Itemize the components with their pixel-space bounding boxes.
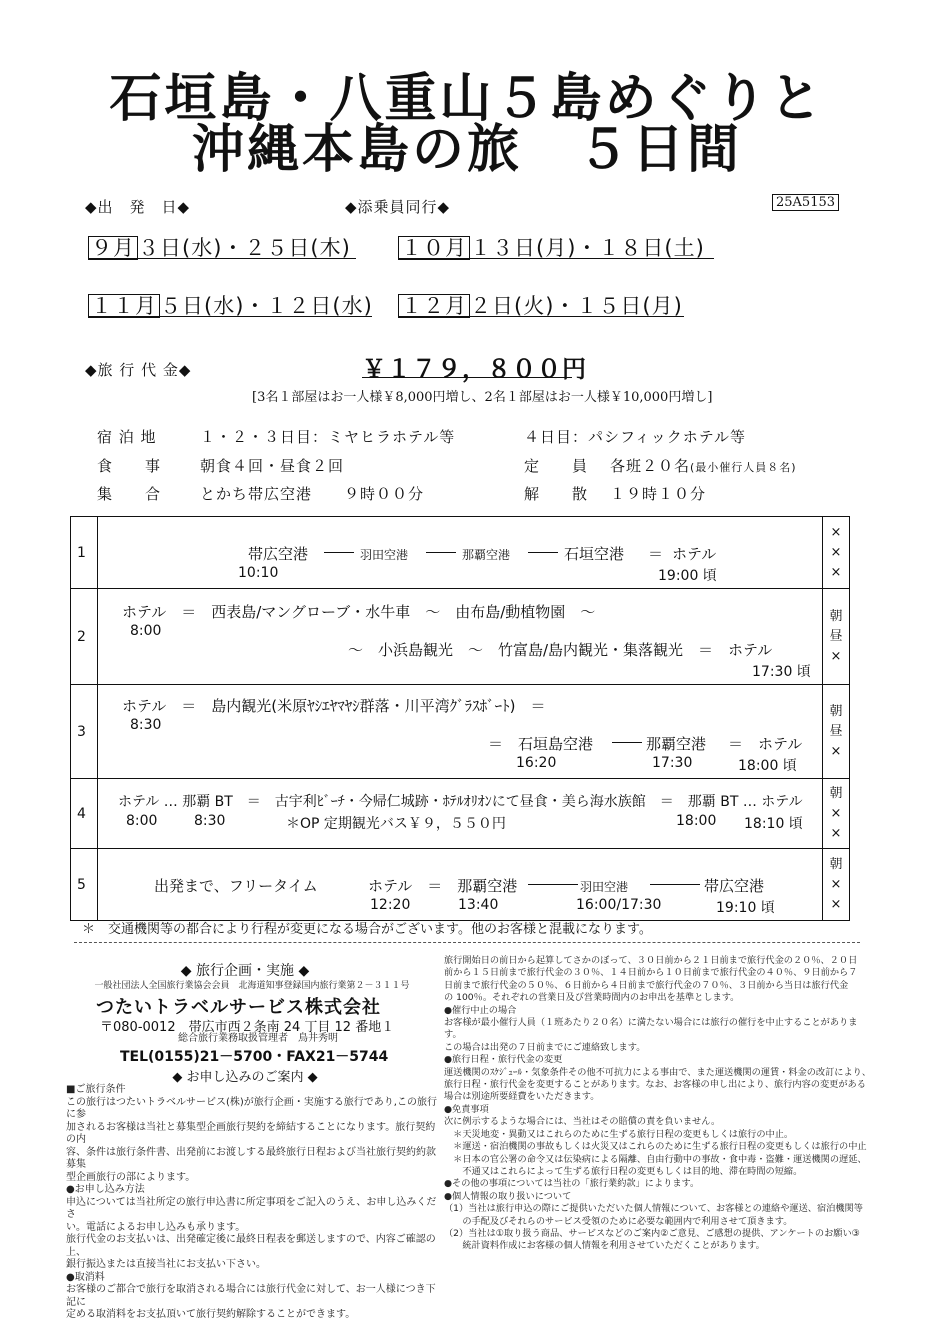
terms-line: 旅行代金のお支払いは、出発確定後に最終日程表を郵送しますので、内容ご確認の上、 bbox=[66, 1234, 436, 1258]
footnote: ＊ 交通機関等の都合により行程が変更になる場合がございます。他のお客様と混載になります。 bbox=[82, 922, 652, 937]
meet-label: 集 合 bbox=[97, 485, 162, 503]
terms-line: 場合は別途所要経費をいただきます。 bbox=[444, 1091, 600, 1103]
terms-line: 加されるお客様は当社と募集型企画旅行契約を締結することになります。旅行契約の内 bbox=[66, 1121, 436, 1145]
terms-line: ＊天災地変・異動又はこれらのために生ずる旅行日程の変更もしくは旅行の中止。 bbox=[444, 1128, 794, 1140]
month-badge: １１月 bbox=[88, 294, 160, 318]
meals-cell bbox=[823, 779, 850, 849]
stay-value-2: ４日目：パシフィックホテル等 bbox=[524, 428, 747, 446]
manager: 総合旅行業務取扱管理者 鳥井秀明 bbox=[178, 1033, 338, 1044]
time: 10:10 bbox=[238, 565, 279, 581]
capacity-label: 定 員 bbox=[524, 457, 589, 475]
time: 12:20 bbox=[370, 897, 411, 913]
terms-line: （2）当社は①取り扱う商品、サービスなどのご案内②ご意見、ご感想の提供、アンケートのお願い③ bbox=[444, 1227, 860, 1239]
day-row bbox=[71, 849, 850, 921]
divider bbox=[74, 942, 860, 943]
capacity-note: (最小催行人員８名) bbox=[690, 461, 797, 474]
time: 19:00 頃 bbox=[658, 568, 717, 584]
terms-line: ●個人情報の取り扱いについて bbox=[444, 1190, 572, 1202]
meal-breakfast: 朝 bbox=[829, 856, 843, 872]
association: 一般社団法人全国旅行業協会会員 北海道知事登録国内旅行業第２－３１１号 bbox=[94, 981, 410, 991]
terms-line: ●催行中止の場合 bbox=[444, 1004, 517, 1016]
terms-line: 次に例示するような場合には、当社はその賠償の責を負いません。 bbox=[444, 1116, 721, 1128]
route: ホテル ＝ 那覇空港 bbox=[368, 877, 518, 895]
route: ホテル ＝ 西表島/マングローブ・水牛車 ～ 由布島/動植物園 ～ bbox=[122, 603, 596, 621]
underline bbox=[398, 258, 714, 259]
day-schedule bbox=[98, 589, 823, 685]
meal-breakfast: × bbox=[830, 524, 842, 540]
terms-line: （1）当社は旅行申込の際にご提供いただいた個人情報について、お客様との連絡や運送、宿泊機関等 bbox=[444, 1203, 863, 1215]
capacity-text: 各班２０名 bbox=[610, 457, 691, 475]
terms-line: この場合は出発の７日前までにご連絡致します。 bbox=[444, 1041, 646, 1053]
day-schedule bbox=[98, 685, 823, 779]
terms-line: ●その他の事項については当社の「旅行業約款」によります。 bbox=[444, 1178, 700, 1190]
disband-value: １９時１０分 bbox=[610, 485, 707, 503]
underline bbox=[88, 258, 356, 259]
company-address: 〒080-0012 帯広市西２条南 24 丁目 12 番地１ bbox=[100, 1020, 395, 1035]
terms-line: 定める取消料をお支払頂いて旅行契約解除することができます。 bbox=[66, 1309, 356, 1320]
time: 17:30 bbox=[652, 755, 693, 771]
meal-lunch: 昼 bbox=[829, 723, 843, 739]
tour-code: 25A5153 bbox=[772, 194, 839, 211]
place: 帯広空港 bbox=[704, 877, 765, 895]
meal-dinner: × bbox=[830, 648, 842, 664]
meal-breakfast: 朝 bbox=[829, 785, 843, 801]
place: ＝ ホテル bbox=[728, 735, 803, 753]
title-line-1: 石垣島・八重山５島めぐりと bbox=[109, 69, 825, 129]
meal-lunch: × bbox=[830, 805, 842, 821]
meal-dinner: × bbox=[830, 743, 842, 759]
terms-line: 統計資料作成にお客様の個人情報を利用させていただくことがあります。 bbox=[444, 1240, 765, 1252]
day-number: 4 bbox=[71, 779, 98, 849]
time: 18:00 bbox=[676, 813, 717, 829]
meet-value: とかち帯広空港 ９時００分 bbox=[200, 485, 425, 503]
day-schedule bbox=[98, 779, 823, 849]
place: 石垣空港 bbox=[564, 545, 625, 563]
day-row bbox=[71, 589, 850, 685]
day-number: 5 bbox=[71, 849, 98, 921]
flight-line bbox=[426, 552, 456, 553]
meal-lunch: 昼 bbox=[829, 628, 843, 644]
month-badge: ９月 bbox=[88, 236, 138, 260]
terms-line: 日前まで旅行代金の５０％、６日前から４日前まで旅行代金の７０％、３日前から当日は旅行代金 bbox=[444, 979, 849, 991]
date-days: ５日(水)・１２日(水) bbox=[160, 294, 373, 318]
underline bbox=[398, 316, 684, 317]
day-row bbox=[71, 685, 850, 779]
meals-cell bbox=[823, 849, 850, 921]
meal-dinner: × bbox=[830, 825, 842, 841]
flight-line bbox=[528, 552, 558, 553]
terms-line: ■ご旅行条件 bbox=[66, 1084, 126, 1095]
place: 羽田空港 bbox=[580, 880, 629, 894]
time: 16:20 bbox=[516, 755, 557, 771]
terms-line: 旅行開始日の前日から起算してさかのぼって、３０日前から２１日前まで旅行代金の２０％、２０日 bbox=[444, 955, 858, 966]
departure-label: ◆出 発 日◆ bbox=[85, 198, 191, 216]
stay-label: 宿 泊 地 bbox=[97, 428, 157, 446]
terms-line: 銀行振込または直接当社にお支払い下さい。 bbox=[66, 1259, 266, 1270]
date-days: ２日(火)・１５日(月) bbox=[470, 294, 683, 318]
price-label: ◆旅 行 代 金◆ bbox=[85, 361, 192, 379]
day-schedule bbox=[98, 517, 823, 589]
meal-dinner: × bbox=[830, 564, 842, 580]
time: 17:30 頃 bbox=[752, 664, 811, 680]
terms-line: 不通又はこれらによって生ずる旅行日程の変更もしくは目的地、滞在時間の短縮。 bbox=[444, 1165, 803, 1177]
time: 18:00 頃 bbox=[738, 758, 797, 774]
day-number: 1 bbox=[71, 517, 98, 589]
meals-cell bbox=[823, 517, 850, 589]
meal-lunch: × bbox=[830, 544, 842, 560]
meal-lunch: × bbox=[830, 876, 842, 892]
terms-line: い。電話によるお申し込みも承ります。 bbox=[66, 1221, 246, 1233]
time: 8:30 bbox=[194, 813, 226, 829]
day-number: 2 bbox=[71, 589, 98, 685]
day-number: 3 bbox=[71, 685, 98, 779]
place: 羽田空港 bbox=[360, 548, 409, 562]
itinerary-table bbox=[70, 516, 850, 921]
terms-line: ＊日本の官公署の命令又は伝染病による隔離、自由行動中の事故・食中毒・盗難・運送機関の遅延、 bbox=[444, 1153, 867, 1165]
terms-line: の 100％。それぞれの営業日及び営業時間内のお申出を基準とします。 bbox=[444, 992, 740, 1004]
terms-line: ＊運送・宿泊機関の事故もしくは火災又はこれらのために生ずる旅行日程の変更もしくは旅行の中止 bbox=[444, 1141, 867, 1153]
flight-line bbox=[612, 742, 642, 743]
terms-line: 運送機関のｽｹｼﾞｭｰﾙ・気象条件その他不可抗力による事由で、また運送機関の運賃・料金の改訂により、 bbox=[444, 1066, 872, 1078]
terms-line: 型企画旅行の部によります。 bbox=[66, 1171, 196, 1183]
underline bbox=[88, 316, 372, 317]
capacity-value bbox=[610, 455, 797, 476]
flight-line bbox=[324, 552, 354, 553]
terms-left bbox=[66, 1084, 438, 1322]
plan-label: ◆ 旅行企画・実施 ◆ bbox=[180, 963, 310, 979]
terms-right bbox=[444, 955, 872, 1253]
terms-line: 前から１５日前まで旅行代金の３０％、１４日前から１０日前まで旅行代金の４０％、９日前から７ bbox=[444, 967, 858, 979]
place: 那覇空港 bbox=[646, 735, 707, 753]
price-note: [3名１部屋はお一人様￥8,000円増し、2名１部屋はお一人様￥10,000円増し] bbox=[252, 390, 713, 405]
terms-line: ●免責事項 bbox=[444, 1103, 489, 1115]
terms-line: ●お申し込み方法 bbox=[66, 1184, 145, 1195]
time: 13:40 bbox=[458, 897, 499, 913]
terms-line: ●取消料 bbox=[66, 1271, 105, 1283]
apply-label: ◆ お申し込みのご案内 ◆ bbox=[172, 1070, 318, 1085]
meal-dinner: × bbox=[830, 896, 842, 912]
place: ホテル bbox=[672, 545, 717, 563]
terms-line: 容、条件は旅行条件書、出発前にお渡しする最終旅行日程および当社旅行契約約款募集 bbox=[66, 1146, 436, 1170]
time: 19:10 頃 bbox=[716, 900, 775, 916]
meal-breakfast: 朝 bbox=[829, 608, 843, 624]
meals-cell bbox=[823, 685, 850, 779]
title-line-2: 沖縄本島の旅 ５日間 bbox=[191, 120, 742, 180]
route: ホテル ＝ 島内観光(米原ﾔｼｴﾔﾏﾔｼ群落・川平湾ｸﾞﾗｽﾎﾞｰﾄ) ＝ bbox=[122, 697, 546, 715]
time: 8:00 bbox=[130, 623, 162, 639]
disband-label: 解 散 bbox=[524, 485, 589, 503]
free-time: 出発まで、フリータイム bbox=[154, 877, 318, 895]
place: 那覇空港 bbox=[462, 548, 511, 562]
month-badge: １２月 bbox=[398, 294, 470, 318]
time: 8:30 bbox=[130, 717, 162, 733]
date-days: １３日(月)・１８日(土) bbox=[470, 236, 705, 260]
transfer-sign: ＝ bbox=[648, 545, 664, 563]
company-name: つたいトラベルサービス株式会社 bbox=[96, 997, 381, 1018]
flight-line bbox=[650, 884, 700, 885]
meal-breakfast: 朝 bbox=[829, 703, 843, 719]
meal-value: 朝食４回・昼食２回 bbox=[200, 457, 345, 475]
meals-cell bbox=[823, 589, 850, 685]
route: ～ 小浜島観光 ～ 竹富島/島内観光・集落観光 ＝ ホテル bbox=[348, 641, 773, 659]
terms-line: 旅行日程・旅行代金を変更することがあります。なお、お客様の申し出により、旅行内容の変更がある bbox=[444, 1079, 866, 1091]
escort-label: ◆添乗員同行◆ bbox=[345, 198, 451, 216]
optional-bus: ＊OP 定期観光バス￥９，５５０円 bbox=[286, 816, 506, 832]
terms-line: ●旅行日程・旅行代金の変更 bbox=[444, 1054, 563, 1066]
meal-label: 食 事 bbox=[97, 457, 162, 475]
place: ＝ 石垣島空港 bbox=[488, 735, 594, 753]
date-days: ３日(水)・２５日(木) bbox=[138, 236, 351, 260]
terms-line: の手配及びそれらのサービス受領のために必要な範囲内で利用させて頂きます。 bbox=[444, 1215, 793, 1227]
month-badge: １０月 bbox=[398, 236, 470, 260]
day-row bbox=[71, 517, 850, 589]
day-schedule bbox=[98, 849, 823, 921]
stay-value: １・２・３日目：ミヤヒラホテル等 bbox=[200, 428, 456, 446]
terms-line: 申込については当社所定の旅行申込書に所定事項をご記入のうえ、お申し込みくださ bbox=[66, 1196, 437, 1220]
place: 帯広空港 bbox=[248, 545, 309, 563]
price-amount: ￥１７９，８００円 bbox=[362, 354, 587, 383]
terms-line: この旅行はつたいトラベルサービス(株)が旅行企画・実施する旅行であり,この旅行に参 bbox=[66, 1096, 437, 1120]
time: 16:00/17:30 bbox=[576, 897, 662, 913]
route: ホテル … 那覇 BT ＝ 古宇利ﾋﾞｰﾁ・今帰仁城跡・ﾎﾃﾙｵﾘｵﾝにて昼食・美ら海水族館 ＝ 那覇 BT … ホテル bbox=[118, 794, 803, 810]
day-row bbox=[71, 779, 850, 849]
flight-line bbox=[528, 884, 578, 885]
terms-line: お客様が最小催行人員（１班あたり２０名）に満たない場合には旅行の催行を中止することがあります。 bbox=[444, 1017, 858, 1041]
underline bbox=[362, 377, 572, 378]
time: 8:00 bbox=[126, 813, 158, 829]
time: 18:10 頃 bbox=[744, 816, 803, 832]
terms-line: お客様のご都合で旅行を取消される場合には旅行代金に対して、お一人様につき下記に bbox=[66, 1284, 436, 1308]
phone-fax: TEL(0155)21－5700・FAX21－5744 bbox=[120, 1049, 389, 1065]
